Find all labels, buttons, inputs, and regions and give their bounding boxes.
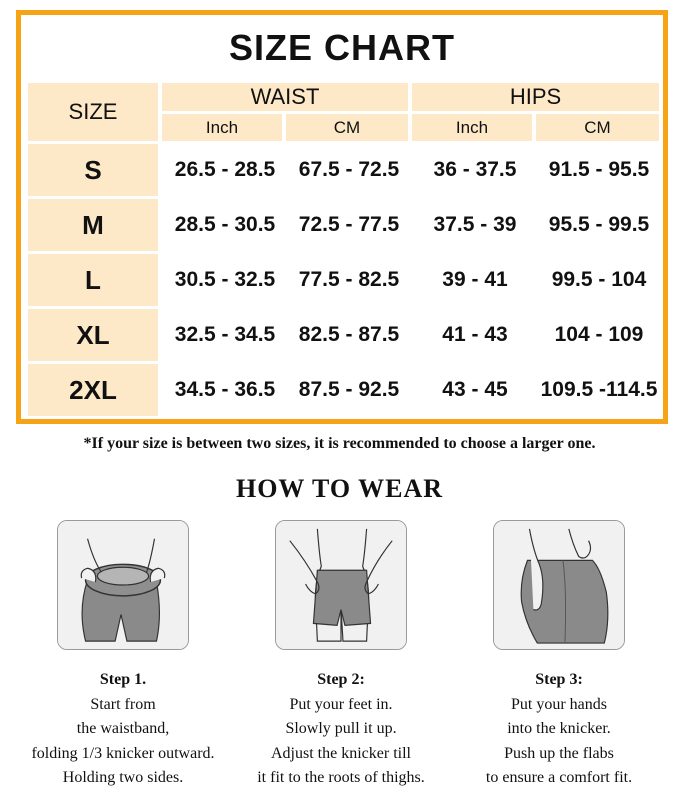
waist-inch-cell: 26.5 - 28.5: [174, 158, 276, 181]
hips-cm-cell: 99.5 - 104: [551, 268, 647, 291]
hips-inch-cell: 37.5 - 39: [433, 213, 517, 236]
step-line: to ensure a comfort fit.: [485, 769, 633, 786]
size-header: SIZE: [28, 83, 158, 141]
step-line: into the knicker.: [507, 720, 611, 737]
step-line: Slowly pull it up.: [285, 720, 397, 737]
step-line: folding 1/3 knicker outward.: [31, 744, 215, 762]
fold-waistband-illustration: [57, 520, 189, 650]
hips-inch-cell: 36 - 37.5: [433, 158, 517, 181]
step-line: the waistband,: [76, 720, 170, 737]
hips-cm-cell: 91.5 - 95.5: [548, 158, 650, 181]
hips-inch-cell: 41 - 43: [442, 323, 508, 346]
step-line: Start from: [90, 695, 156, 713]
waist-inch-cell: 30.5 - 32.5: [174, 268, 276, 291]
waist-cm-cell: 67.5 - 72.5: [298, 158, 400, 181]
hips-header: HIPS: [412, 83, 659, 111]
size-label-s: S: [28, 144, 158, 196]
step-line: Put your feet in.: [289, 695, 393, 713]
waist-cm-cell: 77.5 - 82.5: [298, 268, 400, 291]
waist-inch-cell: 32.5 - 34.5: [174, 323, 276, 346]
step-3-text: [439, 668, 679, 791]
step-line: Push up the flabs: [504, 744, 614, 762]
step-line: Put your hands: [511, 695, 607, 713]
hips-cm-header: CM: [536, 114, 659, 141]
waist-cm-cell: 72.5 - 77.5: [298, 213, 400, 236]
how-to-wear-title: HOW TO WEAR: [235, 474, 444, 503]
hips-cm-cell: 104 - 109: [554, 323, 644, 346]
step-line: Holding two sides.: [62, 769, 184, 786]
step-3-title: Step 3:: [535, 671, 583, 688]
waist-inch-cell: 34.5 - 36.5: [174, 378, 276, 401]
waist-inch-header: Inch: [162, 114, 282, 141]
waist-cm-header: CM: [286, 114, 408, 141]
size-label-l: L: [28, 254, 158, 306]
waist-inch-cell: 28.5 - 30.5: [174, 213, 276, 236]
push-up-illustration: [493, 520, 625, 650]
size-chart-title: SIZE CHART: [229, 27, 455, 68]
waist-header: WAIST: [162, 83, 408, 111]
hips-inch-header: Inch: [412, 114, 532, 141]
step-line: it fit to the roots of thighs.: [257, 769, 425, 786]
waist-cm-cell: 82.5 - 87.5: [298, 323, 400, 346]
step-2-title: Step 2:: [317, 671, 365, 688]
hips-inch-cell: 43 - 45: [442, 378, 508, 401]
size-chart: [16, 10, 668, 424]
pull-up-illustration: [275, 520, 407, 650]
hips-cm-cell: 109.5 -114.5: [540, 378, 658, 401]
step-1-text: [3, 668, 243, 791]
hips-inch-cell: 39 - 41: [442, 268, 508, 291]
step-2-text: [221, 668, 461, 791]
size-label-xl: XL: [28, 309, 158, 361]
size-label-m: M: [28, 199, 158, 251]
step-line: Adjust the knicker till: [271, 744, 411, 762]
waist-cm-cell: 87.5 - 92.5: [298, 378, 400, 401]
size-advice-note: *If your size is between two sizes, it is recommended to choose a larger one.: [83, 435, 596, 452]
size-label-2xl: 2XL: [28, 364, 158, 416]
step-1-title: Step 1.: [99, 671, 147, 688]
hips-cm-cell: 95.5 - 99.5: [548, 213, 650, 236]
